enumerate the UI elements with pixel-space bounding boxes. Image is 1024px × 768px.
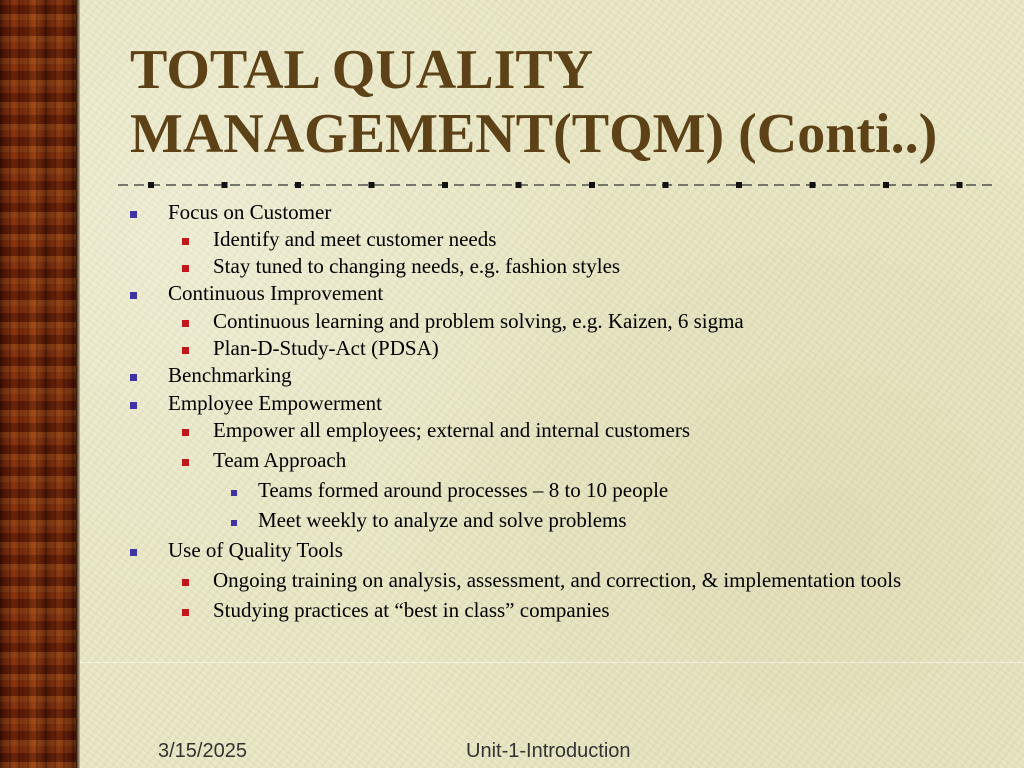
list-item: Continuous Improvement (168, 281, 384, 305)
bullet-marker-level2 (182, 347, 189, 354)
divider-marker (516, 182, 522, 188)
list-item: Use of Quality Tools (168, 538, 343, 562)
divider-marker (736, 182, 742, 188)
wood-strip-decoration (0, 0, 76, 768)
divider-marker (957, 182, 963, 188)
title-line-1: TOTAL QUALITY (130, 39, 594, 101)
divider-marker (295, 182, 301, 188)
wood-strip-edge (76, 0, 80, 768)
divider-marker (883, 182, 889, 188)
bullet-marker-level2 (182, 265, 189, 272)
list-item: Plan-D-Study-Act (PDSA) (213, 336, 439, 360)
list-item: Continuous learning and problem solving, e.g. Kaizen, 6 sigma (213, 309, 744, 333)
divider-marker (810, 182, 816, 188)
list-item: Employee Empowerment (168, 391, 383, 415)
divider-marker (148, 182, 154, 188)
list-item: Team Approach (213, 448, 347, 472)
footer-divider (80, 662, 1024, 663)
bullet-marker-level3 (231, 490, 237, 496)
divider-marker (663, 182, 669, 188)
bullet-marker-level1 (130, 549, 137, 556)
list-item: Studying practices at “best in class” companies (213, 598, 610, 622)
bullet-marker-level3 (231, 520, 237, 526)
bullet-marker-level2 (182, 579, 189, 586)
divider-marker (222, 182, 228, 188)
slide-title (130, 38, 1010, 166)
bullet-marker-level1 (130, 402, 137, 409)
footer-date: 3/15/2025 (158, 740, 247, 762)
bullet-marker-level2 (182, 320, 189, 327)
list-item: Empower all employees; external and internal customers (213, 418, 691, 442)
footer-unit-label: Unit-1-Introduction (466, 740, 631, 762)
title-line-2: MANAGEMENT(TQM) (Conti..) (130, 103, 938, 165)
bullet-marker-level2 (182, 429, 189, 436)
divider-marker (442, 182, 448, 188)
bullet-marker-level2 (182, 459, 189, 466)
bullet-marker-level1 (130, 292, 137, 299)
divider-marker (369, 182, 375, 188)
bullet-marker-level1 (130, 374, 137, 381)
list-item: Benchmarking (168, 363, 292, 387)
list-item: Stay tuned to changing needs, e.g. fashion styles (213, 254, 621, 278)
bullet-marker-level2 (182, 609, 189, 616)
list-item: Ongoing training on analysis, assessment, and correction, & implementation tools (213, 568, 902, 592)
list-item: Teams formed around processes – 8 to 10 people (258, 478, 669, 502)
list-item: Focus on Customer (168, 200, 332, 224)
divider-marker (589, 182, 595, 188)
list-item: Meet weekly to analyze and solve problems (258, 508, 627, 532)
bullet-marker-level1 (130, 211, 137, 218)
bullet-marker-level2 (182, 238, 189, 245)
decorative-divider (118, 181, 994, 189)
list-item: Identify and meet customer needs (213, 227, 497, 251)
